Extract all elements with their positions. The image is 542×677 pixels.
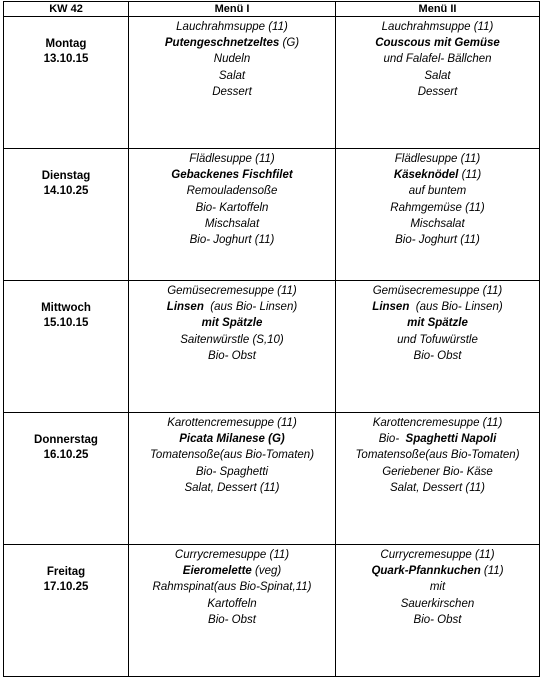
dish-text: Bio- Obst bbox=[208, 349, 256, 362]
menu-line bbox=[336, 183, 539, 199]
menu-line bbox=[129, 596, 335, 612]
table-row bbox=[4, 149, 540, 281]
menu-line bbox=[336, 579, 539, 595]
menu-line bbox=[129, 415, 335, 431]
dish-name: Linsen bbox=[372, 301, 410, 314]
dish-text: Bio- Spaghetti bbox=[195, 465, 269, 478]
menu-table bbox=[3, 1, 540, 677]
menu-line bbox=[336, 200, 539, 216]
menu-line bbox=[129, 151, 335, 167]
menu1-cell bbox=[129, 17, 336, 149]
menu-line bbox=[129, 315, 335, 331]
dish-name: mit Spätzle bbox=[201, 317, 263, 330]
dish-text: (11) bbox=[458, 169, 482, 182]
menu-line bbox=[129, 447, 335, 463]
table-row bbox=[4, 545, 540, 677]
dish-text: Gemüsecremesuppe (11) bbox=[167, 285, 297, 297]
dish-text: (11) bbox=[480, 565, 504, 578]
menu-rows bbox=[4, 17, 540, 677]
dish-name: Putengeschnetzeltes bbox=[164, 37, 280, 50]
header-row bbox=[4, 2, 540, 17]
dish-text: Dessert bbox=[417, 85, 458, 98]
dish-name: Linsen bbox=[166, 301, 204, 314]
table-row bbox=[4, 17, 540, 149]
menu-line bbox=[129, 232, 335, 248]
dish-text: mit bbox=[429, 581, 446, 594]
dish-text: Currycremesuppe (11) bbox=[380, 549, 495, 561]
week-header: KW 42 bbox=[4, 2, 129, 17]
dish-text: Karottencremesuppe (11) bbox=[372, 417, 503, 429]
day-date: 14.10.25 bbox=[43, 185, 89, 197]
dish-name: Gebackenes Fischfilet bbox=[171, 169, 293, 182]
menu1-cell bbox=[129, 281, 336, 413]
table-row bbox=[4, 413, 540, 545]
menu-line bbox=[129, 431, 335, 447]
menu-line bbox=[129, 579, 335, 595]
dish-name: Eieromelette bbox=[182, 565, 252, 578]
menu-line bbox=[336, 348, 539, 364]
dish-text: Gemüsecremesuppe (11) bbox=[372, 285, 503, 297]
menu-line bbox=[336, 431, 539, 447]
menu-line bbox=[129, 612, 335, 628]
menu-line bbox=[336, 415, 539, 431]
day-name: Dienstag bbox=[41, 170, 91, 182]
dish-text: Nudeln bbox=[213, 53, 251, 66]
dish-text: Flädlesuppe (11) bbox=[189, 153, 275, 165]
menu2-cell bbox=[336, 149, 540, 281]
dish-text: Salat, Dessert (11) bbox=[184, 481, 280, 494]
menu-line bbox=[129, 464, 335, 480]
dish-text: Salat bbox=[424, 69, 451, 82]
day-date: 15.10.15 bbox=[43, 317, 89, 329]
dish-text: Mischsalat bbox=[410, 217, 465, 230]
dish-text: Bio- bbox=[378, 433, 406, 446]
menu-line bbox=[129, 68, 335, 84]
dish-text: Remouladensoße bbox=[186, 185, 278, 198]
dish-text: Bio- Joghurt (11) bbox=[395, 234, 480, 247]
dish-text: Tomatensoße(aus Bio-Tomaten) bbox=[149, 449, 315, 462]
dish-name: Spaghetti Napoli bbox=[405, 433, 497, 446]
menu-line bbox=[336, 68, 539, 84]
dish-name: Picata Milanese (G) bbox=[179, 433, 285, 446]
menu-line bbox=[129, 563, 335, 579]
menu-line bbox=[129, 332, 335, 348]
menu-line bbox=[129, 35, 335, 51]
dish-text: Tomatensoße(aus Bio-Tomaten) bbox=[355, 449, 520, 462]
dish-text: Mischsalat bbox=[204, 217, 260, 230]
day-date: 13.10.15 bbox=[43, 53, 89, 65]
menu-line bbox=[336, 283, 539, 299]
dish-text: Salat, Dessert (11) bbox=[389, 481, 485, 494]
menu-line bbox=[129, 19, 335, 35]
dish-text: Bio- Kartoffeln bbox=[195, 201, 269, 214]
dish-text: und Tofuwürstle bbox=[397, 333, 478, 346]
menu-line bbox=[336, 612, 539, 628]
menu-line bbox=[129, 348, 335, 364]
dish-text: Salat bbox=[218, 69, 246, 82]
menu-line bbox=[336, 167, 539, 183]
day-cell bbox=[4, 545, 129, 677]
dish-text: Dessert bbox=[212, 85, 252, 98]
menu-line bbox=[129, 547, 335, 563]
menu-line bbox=[336, 464, 539, 480]
day-date: 17.10.25 bbox=[43, 581, 89, 593]
menu-line bbox=[336, 563, 539, 579]
menu1-cell bbox=[129, 149, 336, 281]
dish-text: auf buntem bbox=[408, 185, 467, 198]
menu-line bbox=[336, 151, 539, 167]
menu1-cell bbox=[129, 413, 336, 545]
dish-text: Bio- Obst bbox=[208, 613, 256, 626]
day-date: 16.10.25 bbox=[43, 449, 89, 461]
menu-line bbox=[129, 167, 335, 183]
menu-line bbox=[336, 315, 539, 331]
menu-line bbox=[336, 596, 539, 612]
dish-text: Kartoffeln bbox=[207, 597, 257, 610]
menu-line bbox=[129, 200, 335, 216]
dish-text: Rahmspinat(aus Bio-Spinat,11) bbox=[152, 581, 312, 594]
day-cell bbox=[4, 281, 129, 413]
menu-line bbox=[336, 299, 539, 315]
menu-line bbox=[336, 84, 539, 100]
dish-text: Bio- Obst bbox=[413, 613, 462, 626]
dish-text: Bio- Joghurt (11) bbox=[189, 234, 275, 247]
menu2-cell bbox=[336, 413, 540, 545]
dish-name: Quark-Pfannkuchen bbox=[371, 565, 481, 578]
menu-line bbox=[336, 19, 539, 35]
menu-line bbox=[336, 51, 539, 67]
dish-name: Couscous mit Gemüse bbox=[375, 37, 500, 50]
dish-text: Flädlesuppe (11) bbox=[394, 153, 481, 165]
dish-text: Lauchrahmsuppe (11) bbox=[176, 21, 288, 33]
day-cell bbox=[4, 413, 129, 545]
menu1-cell bbox=[129, 545, 336, 677]
menu-line bbox=[336, 216, 539, 232]
dish-text: Currycremesuppe (11) bbox=[174, 549, 290, 561]
menu2-cell bbox=[336, 545, 540, 677]
dish-text: Karottencremesuppe (11) bbox=[167, 417, 297, 429]
dish-text: (G) bbox=[279, 37, 300, 50]
day-name: Freitag bbox=[46, 566, 86, 578]
dish-text: Sauerkirschen bbox=[400, 597, 475, 610]
table-row bbox=[4, 281, 540, 413]
menu2-header: Menü II bbox=[336, 2, 540, 17]
menu-line bbox=[129, 480, 335, 496]
dish-text: (aus Bio- Linsen) bbox=[203, 301, 298, 314]
day-name: Donnerstag bbox=[34, 434, 98, 446]
menu-line bbox=[129, 51, 335, 67]
dish-text: (veg) bbox=[251, 565, 282, 578]
dish-text: (aus Bio- Linsen) bbox=[409, 301, 503, 314]
menu-line bbox=[336, 232, 539, 248]
menu1-header: Menü I bbox=[129, 2, 336, 17]
menu-line bbox=[336, 35, 539, 51]
day-cell bbox=[4, 149, 129, 281]
dish-name: mit Spätzle bbox=[407, 317, 468, 330]
menu-line bbox=[336, 447, 539, 463]
day-name: Montag bbox=[45, 38, 87, 50]
menu-line bbox=[129, 216, 335, 232]
dish-text: Saitenwürstle (S,10) bbox=[180, 333, 284, 346]
menu-line bbox=[129, 183, 335, 199]
menu-line bbox=[336, 547, 539, 563]
day-cell bbox=[4, 17, 129, 149]
menu2-cell bbox=[336, 281, 540, 413]
dish-text: Lauchrahmsuppe (11) bbox=[381, 21, 494, 33]
menu-line bbox=[129, 283, 335, 299]
dish-text: und Falafel- Bällchen bbox=[383, 53, 492, 66]
dish-text: Bio- Obst bbox=[413, 349, 462, 362]
menu2-cell bbox=[336, 17, 540, 149]
dish-text: Geriebener Bio- Käse bbox=[382, 465, 493, 478]
menu-line bbox=[336, 332, 539, 348]
menu-line bbox=[336, 480, 539, 496]
dish-name: Käseknödel bbox=[393, 169, 459, 182]
day-name: Mittwoch bbox=[41, 302, 91, 314]
dish-text: Rahmgemüse (11) bbox=[390, 201, 485, 214]
menu-line bbox=[129, 84, 335, 100]
menu-line bbox=[129, 299, 335, 315]
